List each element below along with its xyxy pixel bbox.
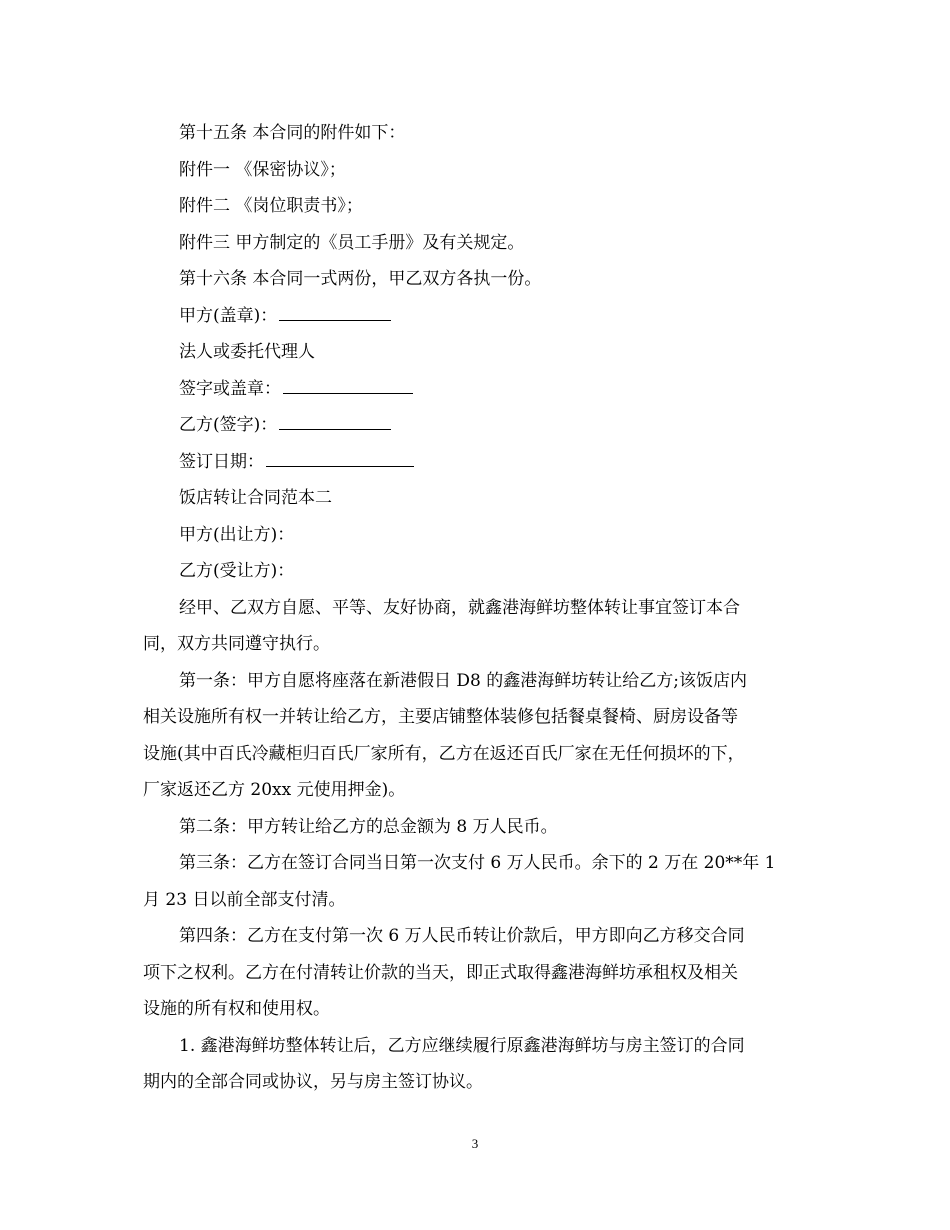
preamble-line-1: 经甲、乙双方自愿、平等、友好协商，就鑫港海鲜坊整体转让事宜签订本合 <box>179 597 740 618</box>
sign-date-label: 签订日期： <box>179 451 264 472</box>
party-b-sign-label: 乙方(签字)： <box>179 415 278 435</box>
article-1-line-2: 相关设施所有权一并转让给乙方，主要店铺整体装修包括餐桌餐椅、厨房设备等 <box>143 707 738 727</box>
item-1-line-1: 1. 鑫港海鲜坊整体转让后，乙方应继续履行原鑫港海鲜坊与房主签订的合同 <box>179 1035 745 1056</box>
sign-seal-blank <box>283 376 413 394</box>
item-1-line-2: 期内的全部合同或协议，另与房主签订协议。 <box>143 1072 483 1092</box>
clause-16: 第十六条 本合同一式两份，甲乙双方各执一份。 <box>179 269 542 289</box>
article-4-line-1: 第四条：乙方在支付第一次 6 万人民币转让价款后，甲方即向乙方移交合同 <box>179 926 745 946</box>
article-3-line-2: 月 23 日以前全部支付清。 <box>143 889 346 910</box>
article-4-line-3: 设施的所有权和使用权。 <box>143 999 330 1019</box>
transferor-label: 甲方(出让方)： <box>179 524 295 545</box>
attachment-3: 附件三 甲方制定的《员工手册》及有关规定。 <box>179 232 525 253</box>
article-1-line-1: 第一条：甲方自愿将座落在新港假日 D8 的鑫港海鲜坊转让给乙方;该饭店内 <box>179 670 747 691</box>
document-body <box>143 115 808 1101</box>
sign-date-line <box>143 444 808 481</box>
preamble-line-2: 同，双方共同遵守执行。 <box>143 634 330 654</box>
party-b-sign-blank <box>279 412 391 430</box>
transferee-label: 乙方(受让方)： <box>179 561 295 581</box>
sign-date-blank <box>266 449 414 467</box>
article-1-line-4: 厂家返还乙方 20xx 元使用押金)。 <box>143 780 406 800</box>
party-b-sign-line <box>143 407 808 444</box>
article-2-line-1: 第二条：甲方转让给乙方的总金额为 8 万人民币。 <box>179 816 558 837</box>
article-3-line-1: 第三条：乙方在签订合同当日第一次支付 6 万人民币。余下的 2 万在 20**年 1 <box>179 853 776 873</box>
attachment-2: 附件二 《岗位职责书》； <box>179 196 363 216</box>
party-a-seal-label: 甲方(盖章)： <box>179 305 278 326</box>
party-a-seal-blank <box>279 303 391 321</box>
article-1-line-3: 设施(其中百氏冷藏柜归百氏厂家所有，乙方在返还百氏厂家在无任何损坏的下， <box>143 743 745 764</box>
section-title: 饭店转让合同范本二 <box>179 488 332 508</box>
sign-seal-label: 签字或盖章： <box>179 378 281 399</box>
legal-representative: 法人或委托代理人 <box>179 342 315 362</box>
party-a-seal-line <box>143 298 808 335</box>
page-number: 3 <box>471 1136 479 1151</box>
article-4-line-2: 项下之权利。乙方在付清转让价款的当天，即正式取得鑫港海鲜坊承租权及相关 <box>143 962 738 983</box>
sign-seal-line <box>143 371 808 408</box>
clause-15: 第十五条 本合同的附件如下： <box>179 123 406 143</box>
attachment-1: 附件一 《保密协议》； <box>179 159 346 180</box>
